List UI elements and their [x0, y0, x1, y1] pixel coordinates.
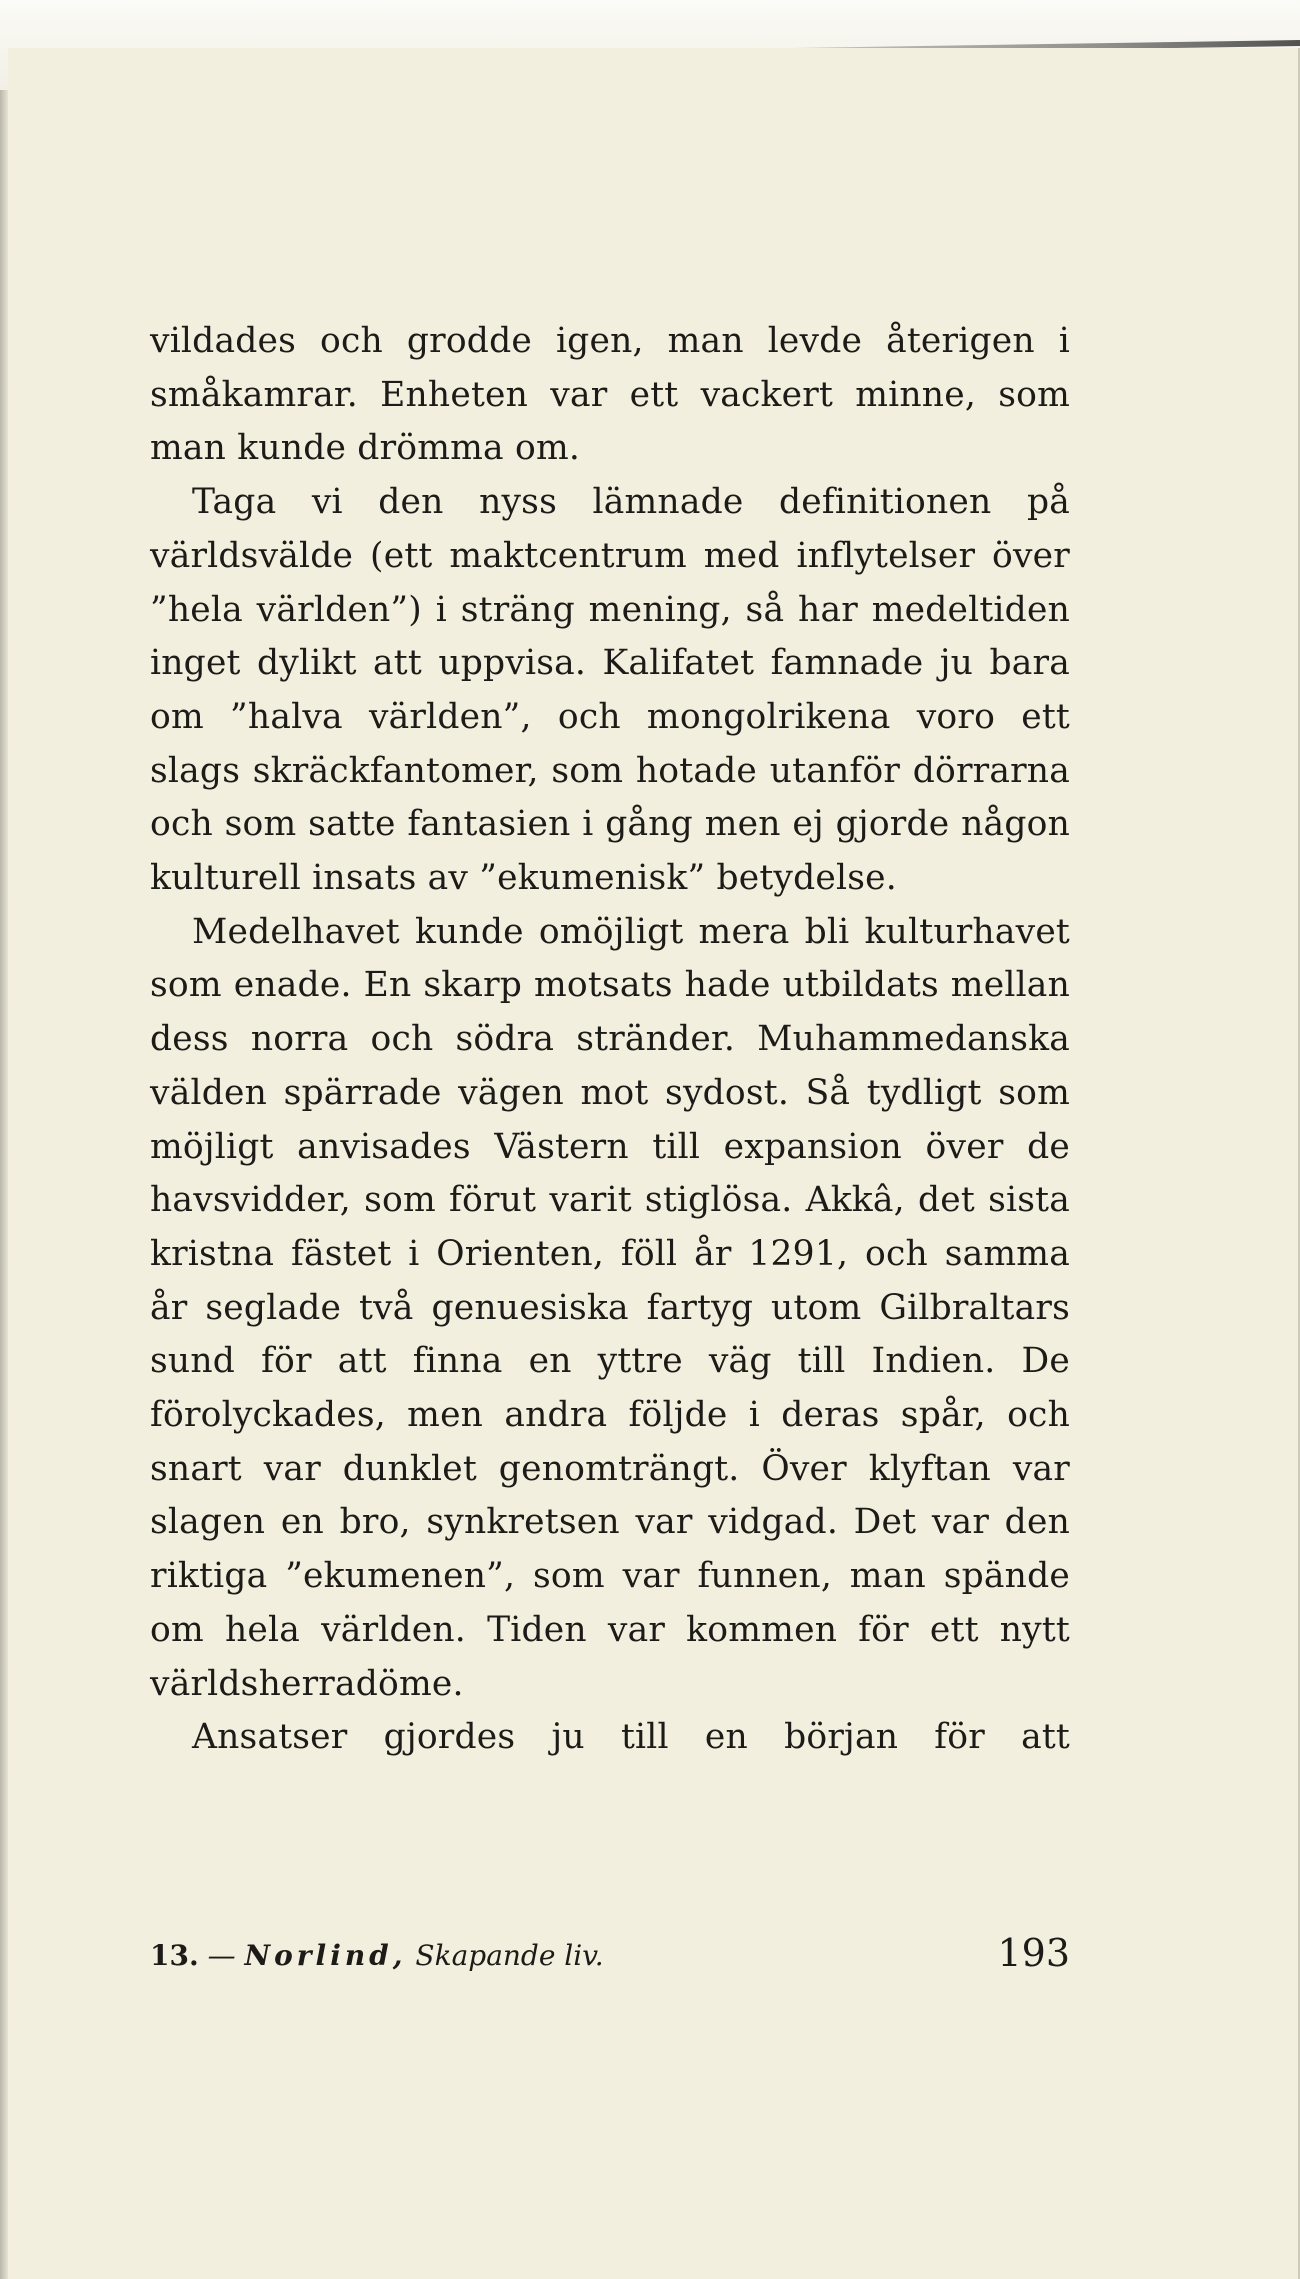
page-left-shadow	[0, 90, 8, 2279]
signature-title: Skapande liv.	[415, 1939, 604, 1972]
paragraph-continuation: vildades och grodde igen, man levde återigen i småkamrar. Enheten var ett vackert minne, som man kunde drömma om.	[150, 321, 1070, 469]
paragraph-definition: Taga vi den nyss lämnade definitionen på världsvälde (ett maktcentrum med inflytelser över ”hela världen”) i sträng mening, så har medeltiden inget dylikt att uppvisa. Kalifatet famnade ju bara om ”halva världen”, och mongolrikena voro ett slags skräckfantomer, som hotade utanför dörrarna och som satte fantasien i gång men ej gjorde någon kulturell insats av ”ekumenisk” betydelse.	[150, 482, 1070, 899]
page-number: 193	[997, 1931, 1070, 1975]
page-footer	[150, 1931, 1070, 1991]
signature-author: Norlind,	[244, 1939, 407, 1972]
paragraph-ansatser: Ansatser gjordes ju till en början för att	[192, 1717, 1070, 1758]
signature-dash: —	[207, 1939, 236, 1972]
printer-signature	[150, 1939, 604, 1972]
body-text	[150, 315, 1070, 1765]
signature-number: 13.	[150, 1939, 199, 1972]
paragraph-mediterranean: Medelhavet kunde omöjligt mera bli kulturhavet som enade. En skarp motsats hade utbildats mellan dess norra och södra stränder. Muhammedanska välden spärrade vägen mot sydost. Så tydligt som möjligt anvisades Västern till expansion över de havsvidder, som förut varit stiglösa. Akkâ, det sista kristna fästet i Orienten, föll år 1291, och samma år seglade två genuesiska fartyg utom Gilbraltars sund för att finna en yttre väg till Indien. De förolyckades, men andra följde i deras spår, och snart var dunklet genomträngt. Över klyftan var slagen en bro, synkretsen var vidgad. Det var den riktiga ”ekumenen”, som var funnen, man spände om hela världen. Tiden var kommen för ett nytt världsherradöme.	[150, 911, 1070, 1704]
